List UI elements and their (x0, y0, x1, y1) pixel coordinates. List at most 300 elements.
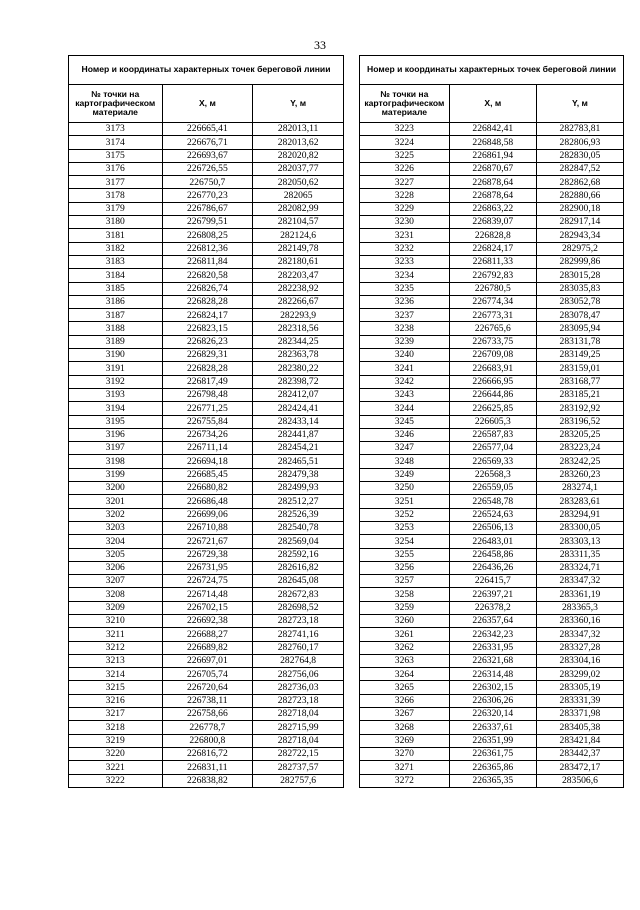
y-coordinate-cell: 282847,52 (536, 162, 623, 175)
table-row (360, 295, 624, 308)
point-number-cell: 3224 (360, 136, 450, 149)
y-coordinate-cell: 282880,66 (536, 189, 623, 202)
table-row (360, 216, 624, 229)
table-row (360, 176, 624, 189)
table-row (360, 535, 624, 548)
table-row (360, 708, 624, 721)
table-row (69, 242, 344, 255)
column-header-x: X, м (449, 85, 536, 123)
table-row (360, 588, 624, 601)
point-number-cell: 3240 (360, 349, 450, 362)
point-number-cell: 3179 (69, 202, 163, 215)
table-row (69, 561, 344, 574)
x-coordinate-cell: 226848,58 (449, 136, 536, 149)
table-row (360, 149, 624, 162)
y-coordinate-cell: 282569,04 (253, 535, 344, 548)
point-number-cell: 3192 (69, 375, 163, 388)
table-row (69, 734, 344, 747)
table-row (360, 322, 624, 335)
x-coordinate-cell: 226826,74 (162, 282, 253, 295)
point-number-cell: 3253 (360, 521, 450, 534)
y-coordinate-cell: 283324,71 (536, 561, 623, 574)
y-coordinate-cell: 282943,34 (536, 229, 623, 242)
x-coordinate-cell: 226878,64 (449, 189, 536, 202)
y-coordinate-cell: 282412,07 (253, 388, 344, 401)
table-body (69, 123, 344, 788)
y-coordinate-cell: 283294,91 (536, 508, 623, 521)
y-coordinate-cell: 282082,99 (253, 202, 344, 215)
y-coordinate-cell: 282718,04 (253, 708, 344, 721)
point-number-cell: 3269 (360, 734, 450, 747)
y-coordinate-cell: 282741,16 (253, 628, 344, 641)
y-coordinate-cell: 283506,6 (536, 774, 623, 787)
x-coordinate-cell: 226731,95 (162, 561, 253, 574)
point-number-cell: 3188 (69, 322, 163, 335)
table-row (69, 694, 344, 707)
point-number-cell: 3175 (69, 149, 163, 162)
table-row (69, 415, 344, 428)
x-coordinate-cell: 226306,26 (449, 694, 536, 707)
y-coordinate-cell: 282065 (253, 189, 344, 202)
point-number-cell: 3200 (69, 482, 163, 495)
x-coordinate-cell: 226680,82 (162, 482, 253, 495)
x-coordinate-cell: 226694,18 (162, 455, 253, 468)
x-coordinate-cell: 226724,75 (162, 575, 253, 588)
point-number-cell: 3173 (69, 123, 163, 136)
table-row (69, 482, 344, 495)
x-coordinate-cell: 226816,72 (162, 747, 253, 760)
y-coordinate-cell: 282266,67 (253, 295, 344, 308)
point-number-cell: 3243 (360, 388, 450, 401)
x-coordinate-cell: 226734,26 (162, 428, 253, 441)
table-row (69, 442, 344, 455)
x-coordinate-cell: 226692,38 (162, 614, 253, 627)
point-number-cell: 3198 (69, 455, 163, 468)
table-row (69, 508, 344, 521)
table-row (69, 229, 344, 242)
x-coordinate-cell: 226820,58 (162, 269, 253, 282)
point-number-cell: 3235 (360, 282, 450, 295)
y-coordinate-cell: 282203,47 (253, 269, 344, 282)
point-number-cell: 3215 (69, 681, 163, 694)
x-coordinate-cell: 226792,83 (449, 269, 536, 282)
column-header-point-number: № точки на картографическом материале (360, 85, 450, 123)
table-row (69, 375, 344, 388)
x-coordinate-cell: 226773,31 (449, 309, 536, 322)
point-number-cell: 3213 (69, 654, 163, 667)
y-coordinate-cell: 282037,77 (253, 162, 344, 175)
table-row (69, 216, 344, 229)
point-number-cell: 3236 (360, 295, 450, 308)
table-row (360, 255, 624, 268)
y-coordinate-cell: 283095,94 (536, 322, 623, 335)
y-coordinate-cell: 282465,51 (253, 455, 344, 468)
x-coordinate-cell: 226780,5 (449, 282, 536, 295)
point-number-cell: 3211 (69, 628, 163, 641)
table-row (69, 189, 344, 202)
y-coordinate-cell: 282830,05 (536, 149, 623, 162)
column-header-y: Y, м (536, 85, 623, 123)
table-row (69, 747, 344, 760)
x-coordinate-cell: 226828,28 (162, 295, 253, 308)
y-coordinate-cell: 282736,03 (253, 681, 344, 694)
table-row (69, 575, 344, 588)
x-coordinate-cell: 226798,48 (162, 388, 253, 401)
table-row (360, 189, 624, 202)
x-coordinate-cell: 226605,3 (449, 415, 536, 428)
x-coordinate-cell: 226824,17 (449, 242, 536, 255)
y-coordinate-cell: 282020,82 (253, 149, 344, 162)
x-coordinate-cell: 226710,88 (162, 521, 253, 534)
point-number-cell: 3246 (360, 428, 450, 441)
point-number-cell: 3254 (360, 535, 450, 548)
x-coordinate-cell: 226828,28 (162, 362, 253, 375)
x-coordinate-cell: 226831,11 (162, 761, 253, 774)
point-number-cell: 3184 (69, 269, 163, 282)
point-number-cell: 3264 (360, 668, 450, 681)
y-coordinate-cell: 282013,11 (253, 123, 344, 136)
y-coordinate-cell: 282149,78 (253, 242, 344, 255)
table-row (360, 601, 624, 614)
table-row (360, 468, 624, 481)
table-row (360, 242, 624, 255)
y-coordinate-cell: 282722,15 (253, 747, 344, 760)
x-coordinate-cell: 226321,68 (449, 654, 536, 667)
point-number-cell: 3226 (360, 162, 450, 175)
table-row (360, 402, 624, 415)
table-row (360, 614, 624, 627)
x-coordinate-cell: 226458,86 (449, 548, 536, 561)
y-coordinate-cell: 282616,82 (253, 561, 344, 574)
y-coordinate-cell: 283192,92 (536, 402, 623, 415)
table-body (360, 123, 624, 788)
x-coordinate-cell: 226861,94 (449, 149, 536, 162)
table-row (69, 269, 344, 282)
point-number-cell: 3231 (360, 229, 450, 242)
x-coordinate-cell: 226758,66 (162, 708, 253, 721)
point-number-cell: 3268 (360, 721, 450, 734)
point-number-cell: 3245 (360, 415, 450, 428)
point-number-cell: 3223 (360, 123, 450, 136)
table-row (69, 495, 344, 508)
y-coordinate-cell: 283421,84 (536, 734, 623, 747)
x-coordinate-cell: 226842,41 (449, 123, 536, 136)
table-row (360, 575, 624, 588)
y-coordinate-cell: 282293,9 (253, 309, 344, 322)
table-row (69, 362, 344, 375)
x-coordinate-cell: 226799,51 (162, 216, 253, 229)
point-number-cell: 3177 (69, 176, 163, 189)
table-row (360, 668, 624, 681)
table-row (69, 521, 344, 534)
table-row (360, 282, 624, 295)
y-coordinate-cell: 282454,21 (253, 442, 344, 455)
x-coordinate-cell: 226774,34 (449, 295, 536, 308)
x-coordinate-cell: 226365,86 (449, 761, 536, 774)
point-number-cell: 3212 (69, 641, 163, 654)
point-number-cell: 3232 (360, 242, 450, 255)
point-number-cell: 3176 (69, 162, 163, 175)
y-coordinate-cell: 283149,25 (536, 349, 623, 362)
y-coordinate-cell: 283052,78 (536, 295, 623, 308)
y-coordinate-cell: 283361,19 (536, 588, 623, 601)
x-coordinate-cell: 226302,15 (449, 681, 536, 694)
point-number-cell: 3207 (69, 575, 163, 588)
table-row (360, 721, 624, 734)
x-coordinate-cell: 226786,67 (162, 202, 253, 215)
x-coordinate-cell: 226838,82 (162, 774, 253, 787)
x-coordinate-cell: 226342,23 (449, 628, 536, 641)
y-coordinate-cell: 282344,25 (253, 335, 344, 348)
x-coordinate-cell: 226686,48 (162, 495, 253, 508)
table-row (360, 309, 624, 322)
table-title: Номер и координаты характерных точек береговой линии (360, 56, 624, 85)
point-number-cell: 3183 (69, 255, 163, 268)
table-row (69, 708, 344, 721)
point-number-cell: 3265 (360, 681, 450, 694)
y-coordinate-cell: 282433,14 (253, 415, 344, 428)
point-number-cell: 3227 (360, 176, 450, 189)
point-number-cell: 3190 (69, 349, 163, 362)
y-coordinate-cell: 282757,6 (253, 774, 344, 787)
table-row (69, 601, 344, 614)
point-number-cell: 3256 (360, 561, 450, 574)
x-coordinate-cell: 226683,91 (449, 362, 536, 375)
column-header-point-number: № точки на картографическом материале (69, 85, 163, 123)
point-number-cell: 3244 (360, 402, 450, 415)
x-coordinate-cell: 226685,45 (162, 468, 253, 481)
y-coordinate-cell: 283371,98 (536, 708, 623, 721)
y-coordinate-cell: 282104,57 (253, 216, 344, 229)
table-row (360, 123, 624, 136)
y-coordinate-cell: 282238,92 (253, 282, 344, 295)
point-number-cell: 3255 (360, 548, 450, 561)
page-number: 33 (314, 38, 326, 52)
point-number-cell: 3228 (360, 189, 450, 202)
x-coordinate-cell: 226666,95 (449, 375, 536, 388)
x-coordinate-cell: 226824,17 (162, 309, 253, 322)
x-coordinate-cell: 226378,2 (449, 601, 536, 614)
table-row (360, 747, 624, 760)
x-coordinate-cell: 226808,25 (162, 229, 253, 242)
column-header-x: X, м (162, 85, 253, 123)
point-number-cell: 3221 (69, 761, 163, 774)
point-number-cell: 3208 (69, 588, 163, 601)
x-coordinate-cell: 226587,83 (449, 428, 536, 441)
table-row (360, 455, 624, 468)
table-row (69, 641, 344, 654)
table-row (360, 694, 624, 707)
point-number-cell: 3237 (360, 309, 450, 322)
point-number-cell: 3230 (360, 216, 450, 229)
point-number-cell: 3248 (360, 455, 450, 468)
table-row (69, 335, 344, 348)
point-number-cell: 3209 (69, 601, 163, 614)
y-coordinate-cell: 282540,78 (253, 521, 344, 534)
y-coordinate-cell: 283347,32 (536, 628, 623, 641)
y-coordinate-cell: 282862,68 (536, 176, 623, 189)
coordinates-table-left (68, 55, 344, 788)
x-coordinate-cell: 226524,63 (449, 508, 536, 521)
table-row (360, 521, 624, 534)
table-row (360, 388, 624, 401)
x-coordinate-cell: 226870,67 (449, 162, 536, 175)
x-coordinate-cell: 226811,84 (162, 255, 253, 268)
x-coordinate-cell: 226811,33 (449, 255, 536, 268)
point-number-cell: 3241 (360, 362, 450, 375)
point-number-cell: 3189 (69, 335, 163, 348)
table-row (69, 309, 344, 322)
y-coordinate-cell: 282479,38 (253, 468, 344, 481)
table-row (69, 176, 344, 189)
x-coordinate-cell: 226357,64 (449, 614, 536, 627)
x-coordinate-cell: 226568,3 (449, 468, 536, 481)
y-coordinate-cell: 282999,86 (536, 255, 623, 268)
point-number-cell: 3203 (69, 521, 163, 534)
y-coordinate-cell: 282424,41 (253, 402, 344, 415)
point-number-cell: 3250 (360, 482, 450, 495)
x-coordinate-cell: 226415,7 (449, 575, 536, 588)
table-row (360, 654, 624, 667)
y-coordinate-cell: 283442,37 (536, 747, 623, 760)
x-coordinate-cell: 226548,78 (449, 495, 536, 508)
table-row (69, 761, 344, 774)
point-number-cell: 3270 (360, 747, 450, 760)
x-coordinate-cell: 226320,14 (449, 708, 536, 721)
table-row (360, 495, 624, 508)
x-coordinate-cell: 226839,07 (449, 216, 536, 229)
table-row (69, 468, 344, 481)
y-coordinate-cell: 282723,18 (253, 694, 344, 707)
x-coordinate-cell: 226644,86 (449, 388, 536, 401)
y-coordinate-cell: 283015,28 (536, 269, 623, 282)
point-number-cell: 3258 (360, 588, 450, 601)
point-number-cell: 3229 (360, 202, 450, 215)
table-row (69, 149, 344, 162)
y-coordinate-cell: 282398,72 (253, 375, 344, 388)
y-coordinate-cell: 282737,57 (253, 761, 344, 774)
x-coordinate-cell: 226483,01 (449, 535, 536, 548)
point-number-cell: 3216 (69, 694, 163, 707)
x-coordinate-cell: 226863,22 (449, 202, 536, 215)
y-coordinate-cell: 283327,28 (536, 641, 623, 654)
point-number-cell: 3187 (69, 309, 163, 322)
point-number-cell: 3238 (360, 322, 450, 335)
point-number-cell: 3220 (69, 747, 163, 760)
point-number-cell: 3239 (360, 335, 450, 348)
column-header-y: Y, м (253, 85, 344, 123)
y-coordinate-cell: 282718,04 (253, 734, 344, 747)
point-number-cell: 3206 (69, 561, 163, 574)
point-number-cell: 3252 (360, 508, 450, 521)
y-coordinate-cell: 282756,06 (253, 668, 344, 681)
table-row (69, 535, 344, 548)
y-coordinate-cell: 282917,14 (536, 216, 623, 229)
point-number-cell: 3202 (69, 508, 163, 521)
point-number-cell: 3205 (69, 548, 163, 561)
y-coordinate-cell: 283260,23 (536, 468, 623, 481)
y-coordinate-cell: 283274,1 (536, 482, 623, 495)
table-row (69, 614, 344, 627)
y-coordinate-cell: 282723,18 (253, 614, 344, 627)
point-number-cell: 3261 (360, 628, 450, 641)
point-number-cell: 3225 (360, 149, 450, 162)
table-row (360, 774, 624, 787)
table-row (69, 588, 344, 601)
x-coordinate-cell: 226726,55 (162, 162, 253, 175)
y-coordinate-cell: 282900,18 (536, 202, 623, 215)
point-number-cell: 3181 (69, 229, 163, 242)
point-number-cell: 3191 (69, 362, 163, 375)
point-number-cell: 3217 (69, 708, 163, 721)
table-row (69, 255, 344, 268)
x-coordinate-cell: 226750,7 (162, 176, 253, 189)
point-number-cell: 3174 (69, 136, 163, 149)
x-coordinate-cell: 226711,14 (162, 442, 253, 455)
x-coordinate-cell: 226569,33 (449, 455, 536, 468)
y-coordinate-cell: 283305,19 (536, 681, 623, 694)
y-coordinate-cell: 282441,87 (253, 428, 344, 441)
table-row (360, 335, 624, 348)
table-row (69, 774, 344, 787)
x-coordinate-cell: 226689,82 (162, 641, 253, 654)
table-row (69, 628, 344, 641)
point-number-cell: 3197 (69, 442, 163, 455)
x-coordinate-cell: 226693,67 (162, 149, 253, 162)
y-coordinate-cell: 282975,2 (536, 242, 623, 255)
point-number-cell: 3195 (69, 415, 163, 428)
table-row (360, 508, 624, 521)
x-coordinate-cell: 226577,04 (449, 442, 536, 455)
table-row (360, 269, 624, 282)
point-number-cell: 3194 (69, 402, 163, 415)
table-row (69, 455, 344, 468)
point-number-cell: 3257 (360, 575, 450, 588)
table-row (69, 349, 344, 362)
x-coordinate-cell: 226738,11 (162, 694, 253, 707)
y-coordinate-cell: 282592,16 (253, 548, 344, 561)
point-number-cell: 3204 (69, 535, 163, 548)
table-row (69, 402, 344, 415)
point-number-cell: 3218 (69, 721, 163, 734)
point-number-cell: 3180 (69, 216, 163, 229)
point-number-cell: 3185 (69, 282, 163, 295)
x-coordinate-cell: 226826,23 (162, 335, 253, 348)
point-number-cell: 3199 (69, 468, 163, 481)
y-coordinate-cell: 282760,17 (253, 641, 344, 654)
y-coordinate-cell: 283168,77 (536, 375, 623, 388)
x-coordinate-cell: 226351,99 (449, 734, 536, 747)
x-coordinate-cell: 226506,13 (449, 521, 536, 534)
table-row (360, 561, 624, 574)
x-coordinate-cell: 226778,7 (162, 721, 253, 734)
point-number-cell: 3182 (69, 242, 163, 255)
point-number-cell: 3272 (360, 774, 450, 787)
x-coordinate-cell: 226755,84 (162, 415, 253, 428)
point-number-cell: 3242 (360, 375, 450, 388)
y-coordinate-cell: 282764,8 (253, 654, 344, 667)
y-coordinate-cell: 282806,93 (536, 136, 623, 149)
y-coordinate-cell: 283360,16 (536, 614, 623, 627)
y-coordinate-cell: 283205,25 (536, 428, 623, 441)
point-number-cell: 3259 (360, 601, 450, 614)
table-row (360, 375, 624, 388)
table-row (360, 162, 624, 175)
x-coordinate-cell: 226729,38 (162, 548, 253, 561)
point-number-cell: 3247 (360, 442, 450, 455)
x-coordinate-cell: 226878,64 (449, 176, 536, 189)
y-coordinate-cell: 283299,02 (536, 668, 623, 681)
